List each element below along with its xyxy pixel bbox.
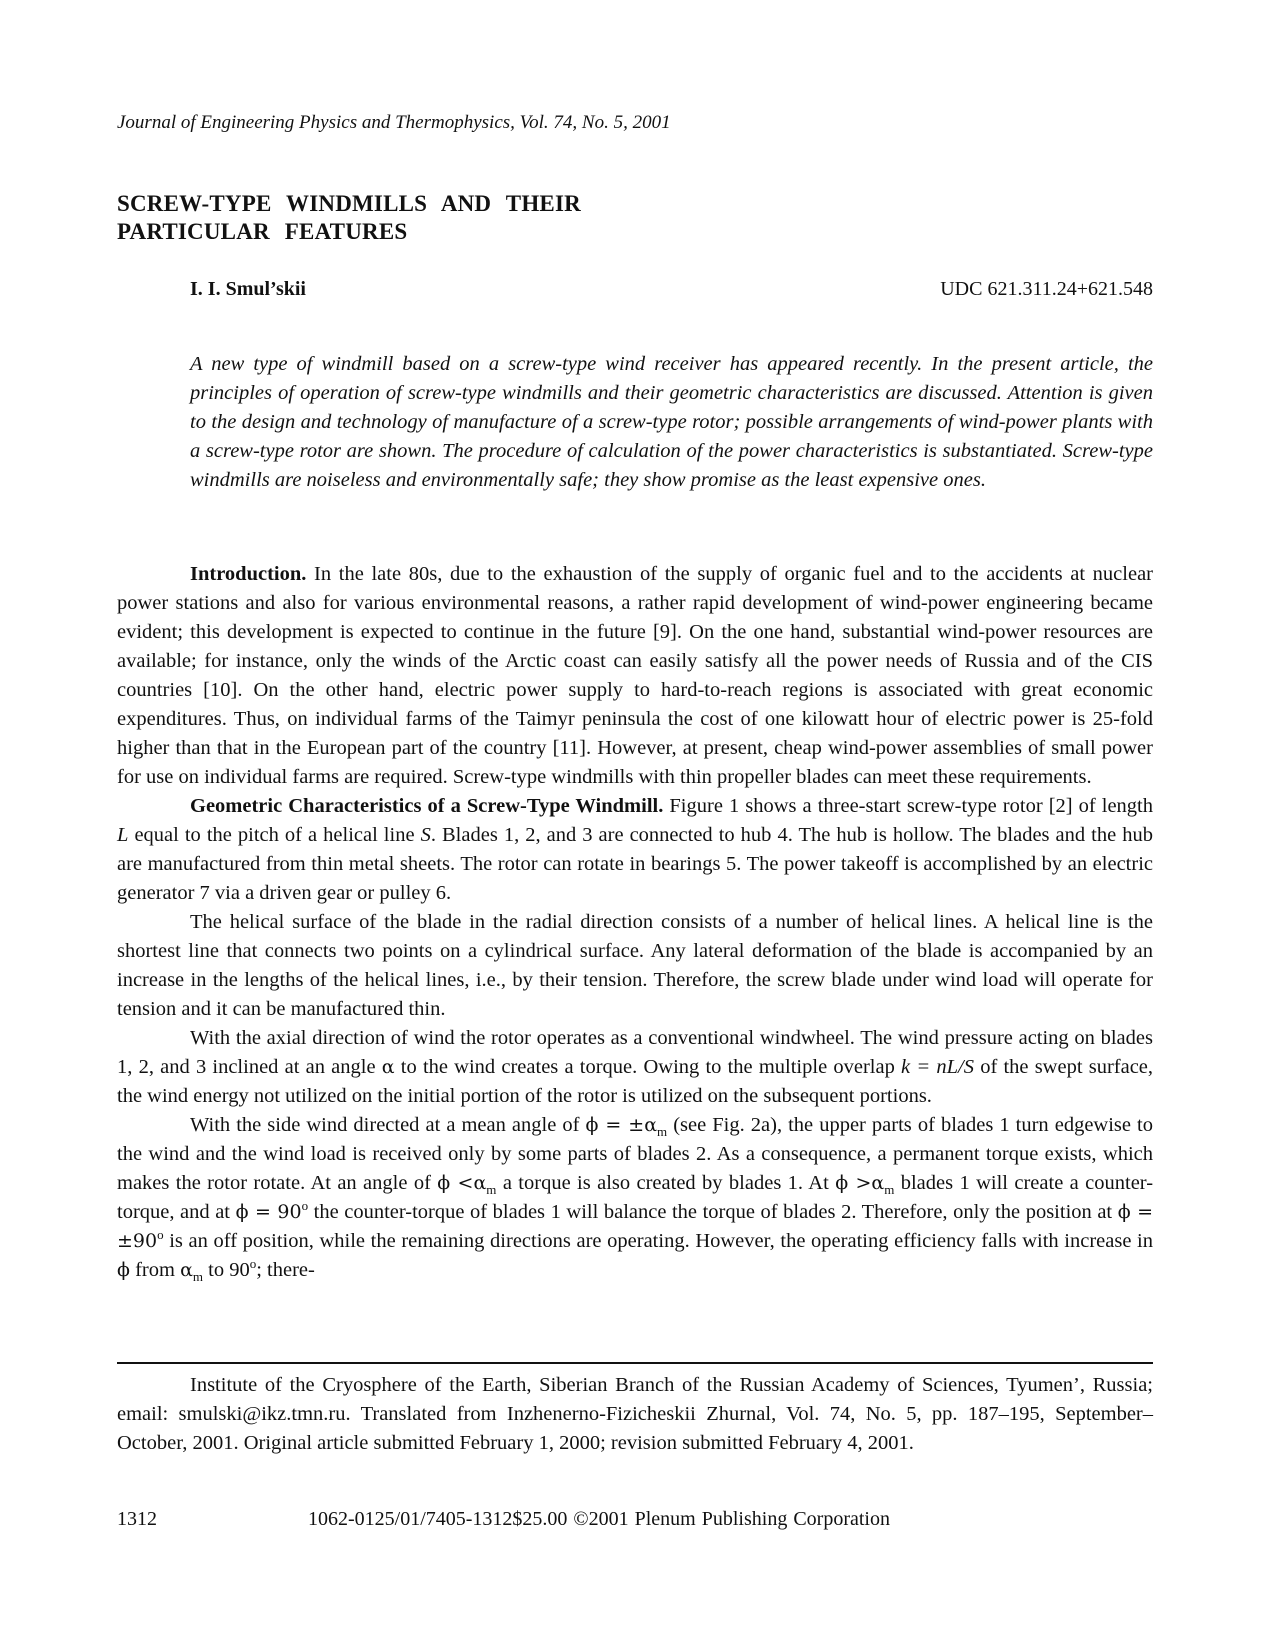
- text-run: . Blades 1, 2, and 3 are connected to hub 4. The hub is hollow. The blades and the hub are manufactured from thin metal sheets. The rotor can rotate in bearings 5. The power takeoff is accomplished by an electric generator 7 via a driven gear or pulley 6.: [117, 824, 1153, 904]
- article-title: [117, 190, 581, 246]
- equation-phi-90: ϕ = 90: [235, 1201, 302, 1223]
- text-run: of the swept surface, the wind energy not utilized on the initial portion of the rotor is utilized on the subsequent portions.: [117, 1056, 1154, 1107]
- text-run: the counter-torque of blades 1 will balance the torque of blades 2. Therefore, only the position at: [313, 1201, 1113, 1223]
- paragraph-axial-wind: [117, 1024, 1153, 1111]
- copyright-line: 1062-0125/01/7405-1312$25.00 ©2001 Plenum Publishing Corporation: [308, 1508, 890, 1530]
- equation-phi-greater-alpha: ϕ >α: [835, 1172, 885, 1194]
- subscript-m: m: [657, 1124, 668, 1140]
- paragraph-text: In the late 80s, due to the exhaustion of the supply of organic fuel and to the accidents at nuclear power stations and also for various environmental reasons, a rather rapid development of wind-power engineering became evident; this development is expected to continue in the future [9]. On the one hand, substantial wind-power resources are available; for instance, only the winds of the Arctic coast can easily satisfy all the power needs of Russia and of the CIS countries [10]. On the other hand, electric power supply to hard-to-reach regions is associated with great economic expenditures. Thus, on individual farms of the Taimyr peninsula the cost of one kilowatt hour of electric power is 25-fold higher than that in the European part of the country [11]. However, at present, cheap wind-power assemblies of small power for use on individual farms are required. Screw-type windmills with thin propeller blades can meet these requirements.: [117, 563, 1153, 788]
- section-heading-introduction: Introduction.: [190, 563, 307, 585]
- article-body: [117, 560, 1153, 1285]
- text-run: from: [135, 1259, 175, 1281]
- text-run: to 90: [208, 1259, 250, 1281]
- text-run: is an off position, while the remaining directions are operating. However, the operating efficiency falls with increase in: [169, 1230, 1153, 1252]
- footnote-affiliation: Institute of the Cryosphere of the Earth, Siberian Branch of the Russian Academy of Sciences, Tyumen’, Russia; email: smulski@ikz.tmn.ru. Translated from Inzhenerno-Fizicheskii Zhurnal, Vol. 74, No. 5, pp. 187–195, September–October, 2001. Original article submitted February 1, 2000; revision submitted February 4, 2001.: [117, 1374, 1153, 1454]
- udc-code: UDC 621.311.24+621.548: [940, 278, 1153, 300]
- subscript-m: m: [486, 1182, 497, 1198]
- text-run: a torque is also created by blades 1. At: [502, 1172, 829, 1194]
- text-run: With the side wind directed at a mean angle of: [190, 1114, 580, 1136]
- subscript-m: m: [192, 1269, 204, 1285]
- text-run: Figure 1 shows a three-start screw-type rotor [2] of length: [669, 795, 1154, 817]
- superscript-degree: o: [157, 1227, 164, 1243]
- paragraph-introduction: [117, 560, 1153, 792]
- symbol-alpha: α: [381, 1056, 395, 1078]
- journal-citation: Journal of Engineering Physics and Thermophysics, Vol. 74, No. 5, 2001: [117, 112, 671, 133]
- formula-overlap: k = nL/S: [901, 1056, 974, 1078]
- text-run: With the axial direction of wind the rotor operates as a conventional windwheel. The wind pressure acting on blades 1, 2, and 3 inclined at an angle: [117, 1027, 1153, 1078]
- subscript-m: m: [884, 1182, 895, 1198]
- equation-phi-pm-90: ϕ = ±90: [117, 1201, 1154, 1252]
- equation-phi-less-alpha: ϕ <α: [437, 1172, 487, 1194]
- paragraph-side-wind: [117, 1111, 1153, 1285]
- footnote-divider: [117, 1362, 1153, 1364]
- section-heading-geometric: Geometric Characteristics of a Screw-Type Windmill.: [190, 795, 664, 817]
- text-run: to the wind creates a torque. Owing to the multiple overlap: [400, 1056, 895, 1078]
- title-line-2: PARTICULAR FEATURES: [117, 219, 408, 244]
- equation-phi-alpha: ϕ = ±α: [585, 1114, 658, 1136]
- symbol-phi: ϕ: [117, 1259, 130, 1281]
- paragraph-helical-surface: The helical surface of the blade in the radial direction consists of a number of helical lines. A helical line is the shortest line that connects two points on a cylindrical surface. Any lateral deformation of the blade is accompanied by an increase in the lengths of the helical lines, i.e., by their tension. Therefore, the screw blade under wind load will operate for tension and it can be manufactured thin.: [117, 911, 1153, 1020]
- text-run: blades 1 will create a counter-torque, and at: [117, 1172, 1154, 1223]
- variable-S: S: [420, 824, 431, 846]
- text-run: equal to the pitch of a helical line: [134, 824, 415, 846]
- text-run: (see Fig. 2a), the upper parts of blades 1 turn edgewise to the wind and the wind load is received only by some parts of blades 2. As a consequence, a permanent torque exists, which makes the rotor rotate. At an angle of: [117, 1114, 1153, 1194]
- superscript-degree: o: [249, 1256, 257, 1272]
- variable-L: L: [117, 824, 129, 846]
- author-name: I. I. Smul’skii: [190, 278, 306, 300]
- title-line-1: SCREW-TYPE WINDMILLS AND THEIR: [117, 191, 581, 216]
- text-run: ; there-: [256, 1259, 315, 1281]
- superscript-degree: o: [301, 1198, 309, 1214]
- page-number: 1312: [117, 1508, 157, 1530]
- symbol-alpha: α: [180, 1259, 193, 1281]
- abstract: A new type of windmill based on a screw-type wind receiver has appeared recently. In the present article, the principles of operation of screw-type windmills and their geometric characteristics are discussed. Attention is given to the design and technology of manufacture of a screw-type rotor; possible arrangements of wind-power plants with a screw-type rotor are shown. The procedure of calculation of the power characteristics is substantiated. Screw-type windmills are noiseless and environmentally safe; they show promise as the least expensive ones.: [190, 353, 1153, 491]
- paragraph-geometric-characteristics: [117, 792, 1153, 908]
